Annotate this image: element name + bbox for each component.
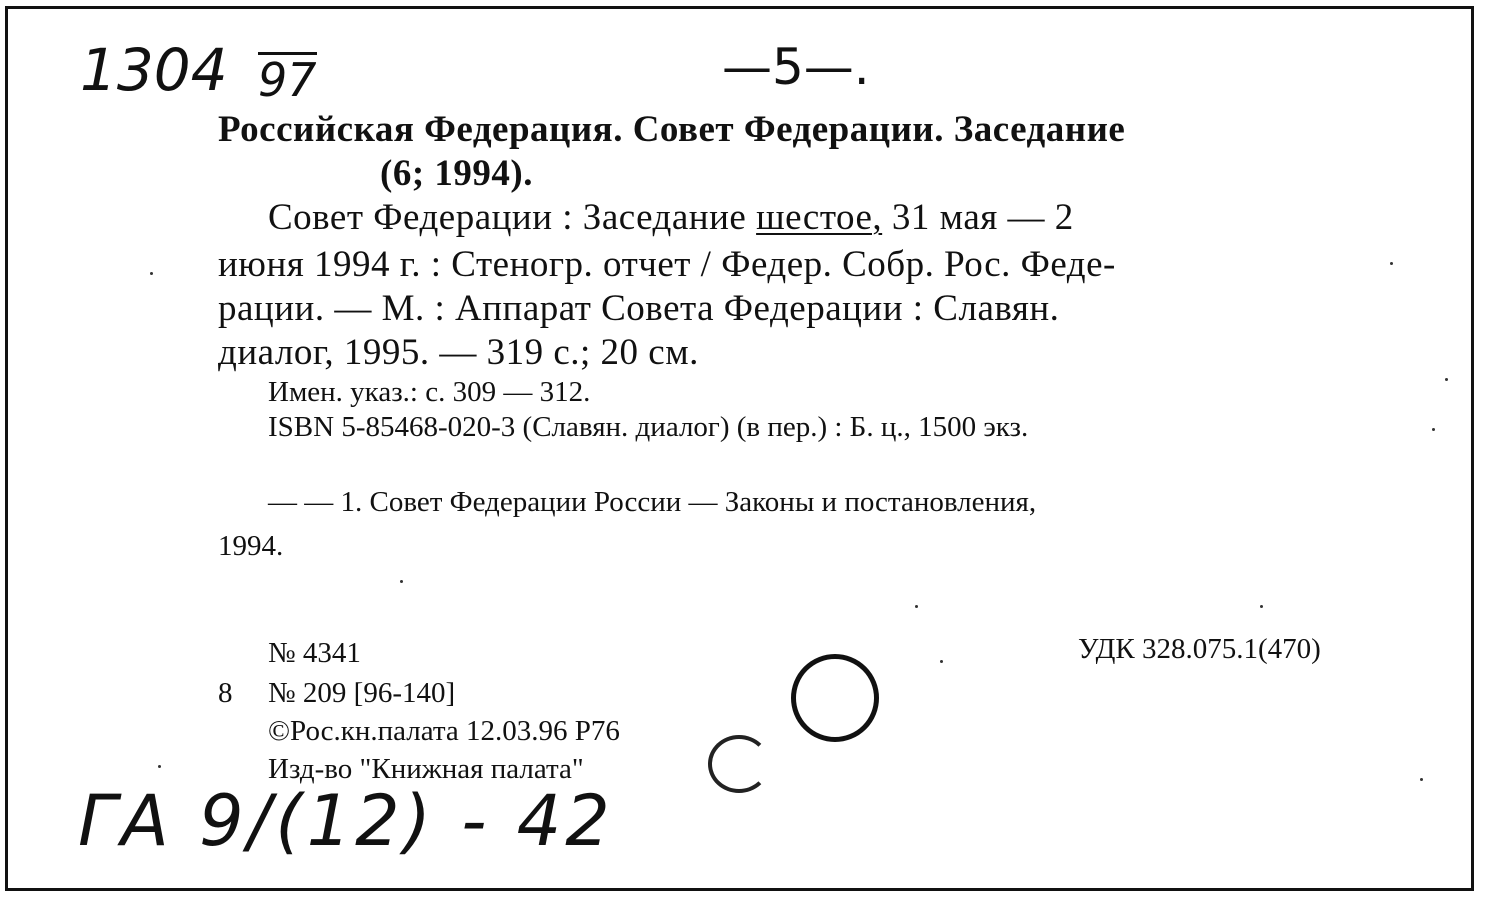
subject-line-2: 1994. — [218, 530, 284, 562]
stamp-circle — [791, 654, 879, 742]
scan-speck — [1420, 778, 1423, 781]
subject-line-1: — — 1. Совет Федерации России — Законы и постановления, — [268, 486, 1037, 518]
underlined-word: шестое, — [756, 197, 883, 238]
handwritten-accession-number: 1304 — [80, 36, 228, 104]
scan-speck — [915, 605, 918, 608]
scan-speck — [400, 580, 403, 583]
title-line-2: июня 1994 г. : Стеногр. отчет / Федер. Собр. Рос. Феде- — [218, 244, 1116, 285]
faded-stamp-circle — [708, 735, 770, 793]
copy-count: 8 — [218, 677, 233, 709]
secondary-number: № 209 [96-140] — [268, 677, 456, 709]
title-line-4: диалог, 1995. — 319 с.; 20 см. — [218, 332, 699, 373]
name-index-note: Имен. указ.: с. 309 — 312. — [268, 376, 591, 408]
scan-speck — [158, 765, 161, 768]
scan-speck — [1445, 378, 1448, 381]
title-line-1 — [268, 196, 1074, 239]
handwritten-accession-fraction: 97 — [258, 53, 317, 107]
title-line-1-start: Совет Федерации : Заседание — [268, 197, 747, 238]
scan-speck — [1260, 605, 1263, 608]
scan-speck — [940, 660, 943, 663]
publisher-line: Изд-во "Книжная палата" — [268, 753, 584, 785]
title-line-3: рации. — М. : Аппарат Совета Федерации : Славян. — [218, 288, 1060, 329]
scan-speck — [150, 272, 153, 275]
udc-code: УДК 328.075.1(470) — [1078, 633, 1321, 665]
handwritten-page-mark: —5—. — [722, 38, 870, 96]
scan-speck — [1390, 262, 1393, 265]
card-heading-line1: Российская Федерация. Совет Федерации. Заседание — [218, 109, 1126, 150]
copyright-line: ©Рос.кн.палата 12.03.96 Р76 — [268, 715, 620, 747]
isbn-line: ISBN 5-85468-020-3 (Славян. диалог) (в пер.) : Б. ц., 1500 экз. — [268, 411, 1029, 443]
title-line-1-end: 31 мая — 2 — [891, 197, 1074, 238]
card-heading-line2: (6; 1994). — [380, 153, 533, 194]
handwritten-shelf-code: ГА 9/(12) - 42 — [78, 780, 614, 862]
scan-speck — [1432, 428, 1435, 431]
record-number: № 4341 — [268, 637, 361, 669]
